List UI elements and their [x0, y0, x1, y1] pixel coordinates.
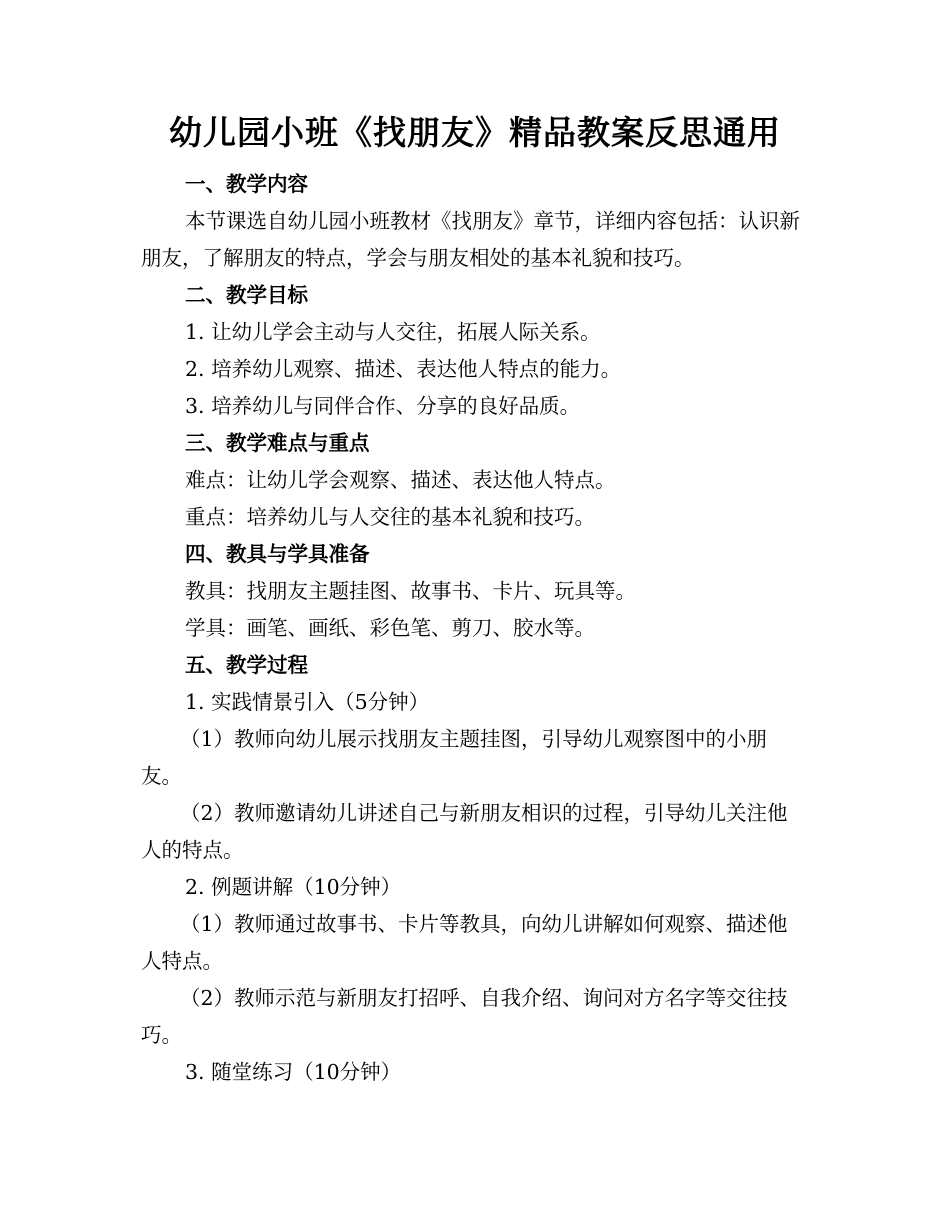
content-paragraph: 本节课选自幼儿园小班教材《找朋友》章节，详细内容包括：认识新朋友，了解朋友的特点，学会与朋友相处的基本礼貌和技巧。 — [141, 209, 800, 270]
focus-text: 重点：培养幼儿与人交往的基本礼貌和技巧。 — [185, 505, 595, 529]
section-heading-tools: 四、教具与学具准备 — [185, 542, 370, 566]
step-1-paragraph-1: （1）教师向幼儿展示找朋友主题挂图，引导幼儿观察图中的小朋友。 — [141, 727, 768, 788]
section-heading-goals: 二、教学目标 — [185, 283, 308, 307]
goal-item-2: 2. 培养幼儿观察、描述、表达他人特点的能力。 — [185, 357, 622, 381]
document-body — [141, 166, 807, 1091]
document-title: 幼儿园小班《找朋友》精品教案反思通用 — [169, 113, 781, 152]
goal-item-1: 1. 让幼儿学会主动与人交往，拓展人际关系。 — [185, 320, 601, 344]
difficulty-text: 难点：让幼儿学会观察、描述、表达他人特点。 — [185, 468, 616, 492]
step-3-label: 3. 随堂练习（10分钟） — [185, 1060, 402, 1084]
step-2-paragraph-2: （2）教师示范与新朋友打招呼、自我介绍、询问对方名字等交往技巧。 — [141, 986, 788, 1047]
goal-item-3: 3. 培养幼儿与同伴合作、分享的良好品质。 — [185, 394, 581, 418]
section-heading-content: 一、教学内容 — [185, 172, 308, 196]
teacher-tools-text: 教具：找朋友主题挂图、故事书、卡片、玩具等。 — [185, 579, 636, 603]
step-1-label: 1. 实践情景引入（5分钟） — [185, 690, 430, 714]
student-tools-text: 学具：画笔、画纸、彩色笔、剪刀、胶水等。 — [185, 616, 595, 640]
section-heading-difficulty: 三、教学难点与重点 — [185, 431, 370, 455]
step-2-paragraph-1: （1）教师通过故事书、卡片等教具，向幼儿讲解如何观察、描述他人特点。 — [141, 912, 788, 973]
section-heading-process: 五、教学过程 — [185, 653, 308, 677]
step-1-paragraph-2: （2）教师邀请幼儿讲述自己与新朋友相识的过程，引导幼儿关注他人的特点。 — [141, 801, 788, 862]
step-2-label: 2. 例题讲解（10分钟） — [185, 875, 402, 899]
